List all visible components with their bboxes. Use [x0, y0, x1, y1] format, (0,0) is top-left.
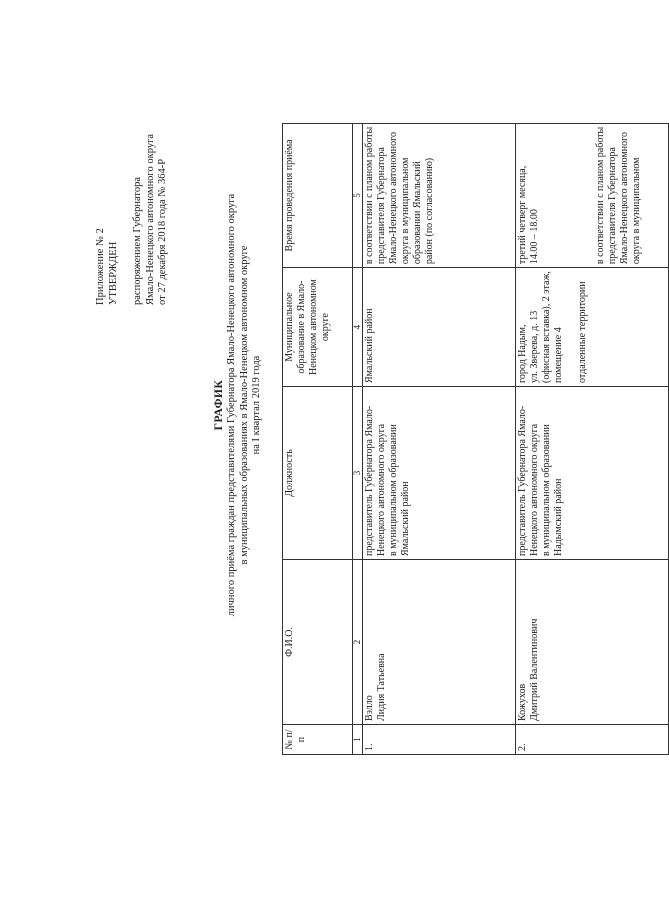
position-line: представитель Губернатора Ямало-: [364, 405, 375, 556]
column-number: 1: [353, 725, 363, 755]
column-number-row: [353, 123, 363, 754]
column-number: 4: [353, 268, 363, 387]
table-header-row: [283, 123, 353, 754]
position-line: Ямальский район: [400, 481, 411, 556]
row-fio: [363, 560, 516, 725]
approval-region: Ямало-Ненецкого автономного округа: [144, 133, 156, 305]
header-position: Должность: [283, 387, 353, 560]
title-line-3: на I квартал 2019 года: [251, 355, 262, 455]
municipality-line: отдаленные территории: [577, 281, 588, 383]
header-fio: Ф.И.О.: [283, 560, 353, 725]
municipality-line: (офисная вставка), 2 этаж,: [541, 271, 552, 383]
title-line-1: личного приёма граждан представителями Губернатора Ямало-Ненецкого автономного округа: [226, 193, 237, 617]
row-time: [363, 123, 516, 267]
schedule-table: [282, 123, 669, 755]
row-num: 1.: [363, 725, 516, 755]
time-line: представителя Губернатора: [607, 147, 618, 265]
row-position: [363, 387, 516, 560]
approval-order: распоряжением Губернатора: [132, 177, 143, 305]
time-line: в соответствии с планом работы: [364, 126, 375, 265]
row-num: 2.: [516, 725, 669, 755]
document-title: [213, 85, 264, 725]
row-time: [516, 123, 669, 267]
fio-surname: Кожухов: [517, 683, 528, 721]
fio-name: Лидия Татьевна: [376, 653, 387, 721]
fio-surname: Вэлло: [364, 695, 375, 721]
position-line: Ненецкого автономного округа: [376, 423, 387, 556]
row-municipality: [363, 268, 516, 387]
approval-approved: УТВЕРЖДЕН: [107, 241, 119, 305]
title-line-2: в муниципальных образованиях в Ямало-Ненецком автономном округе: [238, 245, 250, 565]
position-line: Ненецкого автономного округа: [529, 423, 540, 556]
row-fio: [516, 560, 669, 725]
header-time: Время проведения приёма: [283, 123, 353, 267]
title-heading: ГРАФИК: [213, 379, 225, 431]
time-line: округа в муниципальном: [631, 157, 642, 265]
municipality-line: Ямальский район: [364, 308, 375, 383]
column-number: 5: [353, 123, 363, 267]
time-line: третий четверг месяца,: [517, 165, 528, 265]
time-line: район (по согласованию): [424, 157, 435, 265]
municipality-line: город Надым,: [517, 324, 528, 383]
time-line: в соответствии с планом работы: [595, 126, 606, 265]
table-row: [516, 123, 669, 754]
municipality-line: помещение 4: [553, 327, 564, 383]
approval-appendix: Приложение № 2: [95, 228, 106, 305]
column-number: 2: [353, 560, 363, 725]
header-municipality: Муниципальное образование в Ямало-Ненецком автономном округе: [283, 268, 353, 387]
position-line: в муниципальном образовании: [388, 424, 399, 556]
position-line: Надымский район: [553, 478, 564, 556]
row-position: [516, 387, 669, 560]
approval-block: [95, 134, 170, 305]
approval-date: от 27 декабря 2018 года № 364-Р: [157, 158, 168, 305]
fio-name: Дмитрий Валентинович: [529, 618, 540, 721]
position-line: представитель Губернатора Ямало-: [517, 405, 528, 556]
time-line: Ямало-Ненецкого автономного: [619, 132, 630, 265]
position-line: в муниципальном образовании: [541, 424, 552, 556]
time-line: Ямало-Ненецкого автономного: [388, 132, 399, 265]
time-line: представителя Губернатора: [376, 147, 387, 265]
row-municipality: [516, 268, 669, 387]
municipality-line: ул. Зверева, д. 13: [529, 310, 540, 383]
header-num: № п/п: [283, 725, 353, 755]
time-line: 14.00 – 18.00: [529, 209, 540, 265]
column-number: 3: [353, 387, 363, 560]
time-line: округа в муниципальном: [400, 157, 411, 265]
table-row: [363, 123, 516, 754]
time-line: образовании Ямальский: [412, 161, 423, 265]
